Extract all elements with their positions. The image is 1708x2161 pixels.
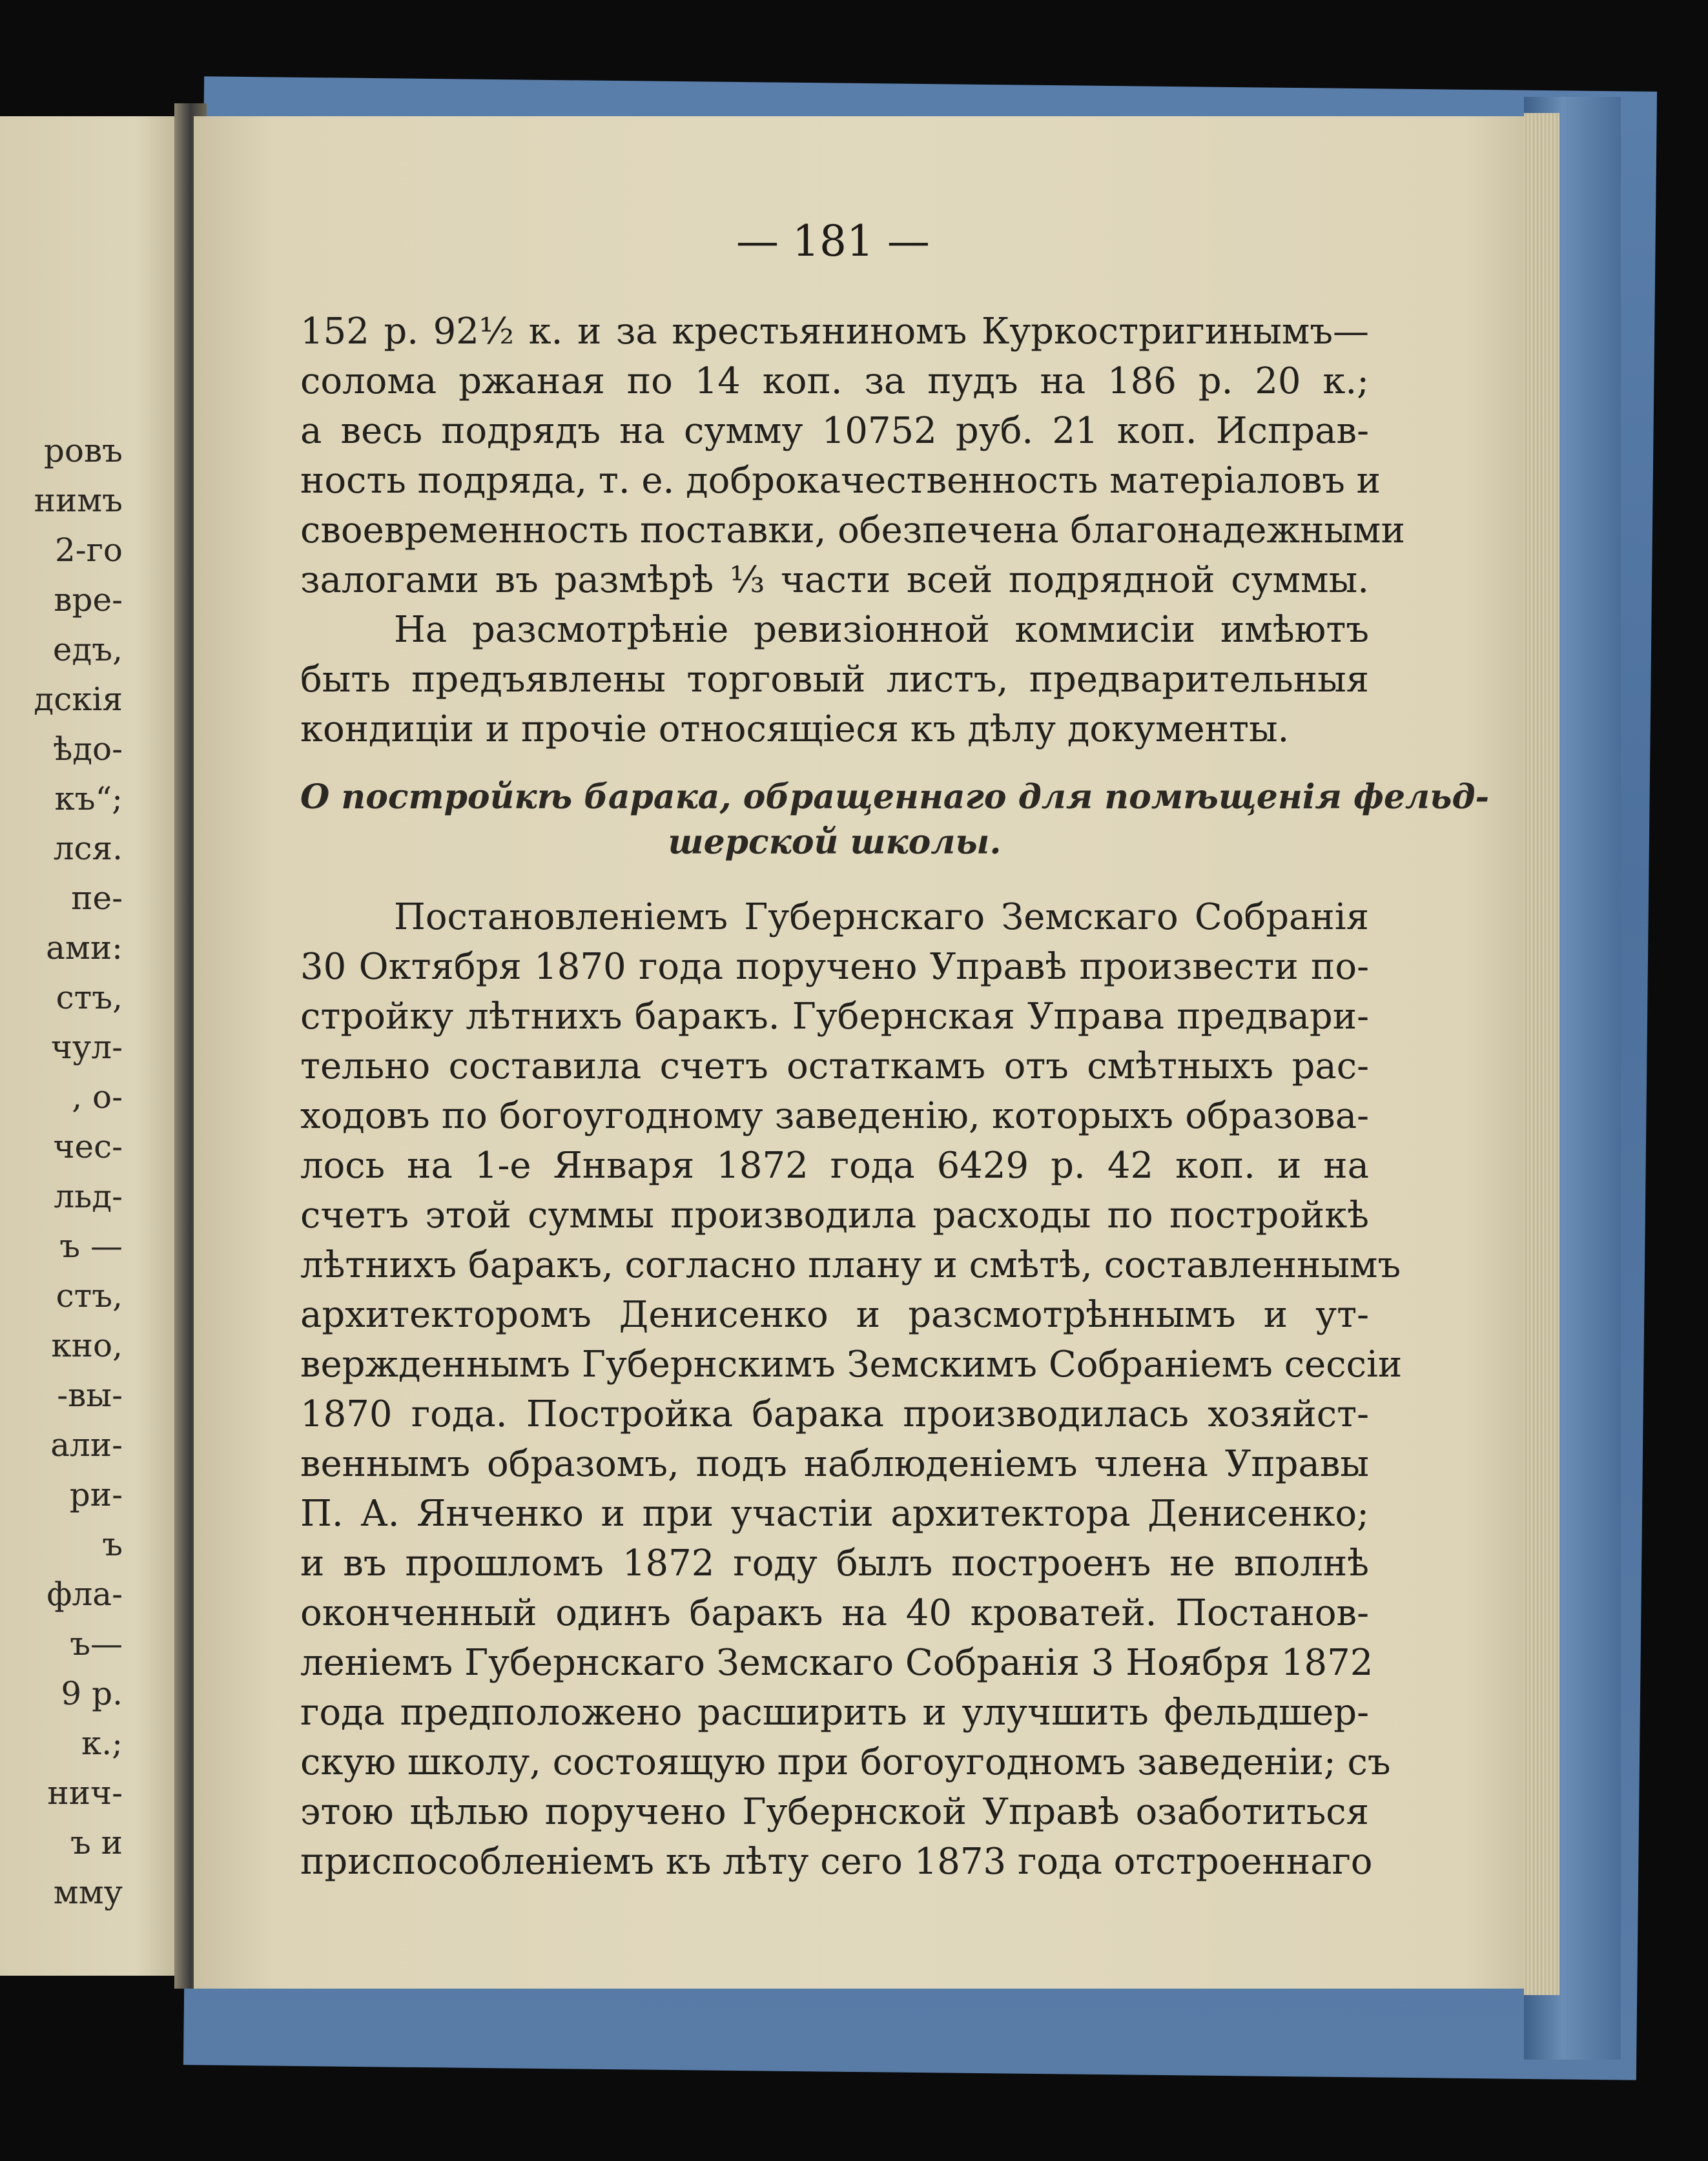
text-line: тельно составила счетъ остаткамъ отъ смѣтныхъ рас- <box>300 1045 1369 1087</box>
left-page-line: ъ — <box>59 1227 123 1265</box>
page-edges <box>1524 113 1559 1995</box>
left-page-line: чес- <box>53 1128 123 1165</box>
left-page-line: пе- <box>71 879 123 917</box>
left-page-line: едъ, <box>52 631 123 668</box>
paragraph-1 <box>300 307 1405 605</box>
text-line: и въ прошломъ 1872 году былъ построенъ не вполнѣ <box>300 1542 1369 1584</box>
left-page-line: 2-го <box>54 531 123 569</box>
text-line: быть предъявлены торговый листъ, предварительныя <box>300 659 1369 701</box>
paragraph-2 <box>300 605 1369 754</box>
text-line: этою цѣлью поручено Губернской Управѣ озаботиться <box>300 1791 1369 1833</box>
left-page-line: к.; <box>81 1725 123 1762</box>
text-line: ходовъ по богоугодному заведенію, которыхъ образова- <box>300 1095 1369 1137</box>
left-page-line: мму <box>53 1874 123 1911</box>
text-line: года предположено расширить и улучшить фельдшер- <box>300 1692 1369 1734</box>
left-page-line: ами: <box>46 929 123 967</box>
text-line: 152 р. 92½ к. и за крестьяниномъ Куркостригинымъ— <box>300 311 1369 353</box>
paragraph-3 <box>300 892 1403 1887</box>
text-line: приспособленіемъ къ лѣту сего 1873 года отстроеннаго <box>300 1841 1373 1883</box>
text-line: На разсмотрѣніе ревизіонной коммисіи имѣютъ <box>394 609 1369 651</box>
left-page-line: фла- <box>46 1575 123 1613</box>
text-line: архитекторомъ Денисенко и разсмотрѣннымъ и ут- <box>300 1294 1369 1336</box>
text-line: лось на 1-е Января 1872 года 6429 р. 42 коп. и на <box>300 1145 1369 1187</box>
left-page-line: ровъ <box>43 432 123 469</box>
heading-line: О постройкѣ барака, обращеннаго для помѣщенія фельд- <box>300 777 1490 817</box>
left-page-line: стъ, <box>56 1277 123 1315</box>
text-line: вержденнымъ Губернскимъ Земскимъ Собраніемъ сессіи <box>300 1344 1403 1386</box>
text-line: лѣтнихъ баракъ, согласно плану и смѣтѣ, составленнымъ <box>300 1244 1401 1286</box>
text-line: леніемъ Губернскаго Земскаго Собранія 3 Ноября 1872 <box>300 1642 1374 1684</box>
left-page-line: стъ, <box>56 979 123 1016</box>
text-line: счетъ этой суммы производила расходы по постройкѣ <box>300 1194 1369 1236</box>
text-line: скую школу, состоящую при богоугодномъ заведеніи; съ <box>300 1741 1391 1783</box>
text-line: залогами въ размѣрѣ ⅓ части всей подрядной суммы. <box>300 559 1369 601</box>
text-line: Постановленіемъ Губернскаго Земскаго Собранія <box>394 896 1369 938</box>
text-line: своевременность поставки, обезпечена благонадежными <box>300 509 1405 551</box>
text-line: солома ржаная по 14 коп. за пудъ на 186 р. 20 к.; <box>300 360 1369 402</box>
text-line: оконченный одинъ баракъ на 40 кроватей. Постанов- <box>300 1592 1369 1634</box>
text-line: П. А. Янченко и при участіи архитектора Денисенко; <box>300 1493 1369 1535</box>
left-page-line: кно, <box>51 1327 123 1364</box>
heading-line: шерской школы. <box>668 823 1002 862</box>
text-line: ность подряда, т. е. доброкачественность матеріаловъ и <box>300 460 1381 502</box>
left-page-line: , о- <box>72 1078 123 1116</box>
left-page-line: ъ <box>102 1526 123 1563</box>
section-heading <box>300 775 1490 865</box>
text-line: 30 Октября 1870 года поручено Управѣ произвести по- <box>300 946 1369 988</box>
left-page-line: лся. <box>53 830 123 867</box>
left-page-line: къ“; <box>54 780 123 817</box>
left-page-line: вре- <box>54 581 123 619</box>
text-line: веннымъ образомъ, подъ наблюденіемъ члена Управы <box>300 1443 1369 1485</box>
text-line: стройку лѣтнихъ баракъ. Губернская Управа предвари- <box>300 996 1369 1038</box>
left-page-line: дскія <box>34 681 123 718</box>
page-number: — 181 — <box>736 216 930 266</box>
left-page-line: чул- <box>50 1029 123 1066</box>
text-line: 1870 года. Постройка барака производилась хозяйст- <box>300 1393 1369 1435</box>
left-page-line: али- <box>50 1426 123 1464</box>
text-line: кондиціи и прочіе относящіеся къ дѣлу документы. <box>300 708 1290 750</box>
left-page-line: нич- <box>47 1774 123 1812</box>
left-page-line: 9 р. <box>61 1675 123 1712</box>
text-line: а весь подрядъ на сумму 10752 руб. 21 коп. Исправ- <box>300 410 1369 452</box>
left-page-line: ри- <box>69 1476 123 1513</box>
left-page-line: ъ и <box>70 1824 123 1861</box>
left-page-line: льд- <box>54 1178 123 1215</box>
left-page-line: ѣдо- <box>53 730 123 768</box>
left-page-line: -вы- <box>57 1377 123 1414</box>
left-page-text <box>0 426 123 1918</box>
left-page-line: ъ— <box>70 1625 123 1663</box>
left-page-line: нимъ <box>34 482 123 519</box>
